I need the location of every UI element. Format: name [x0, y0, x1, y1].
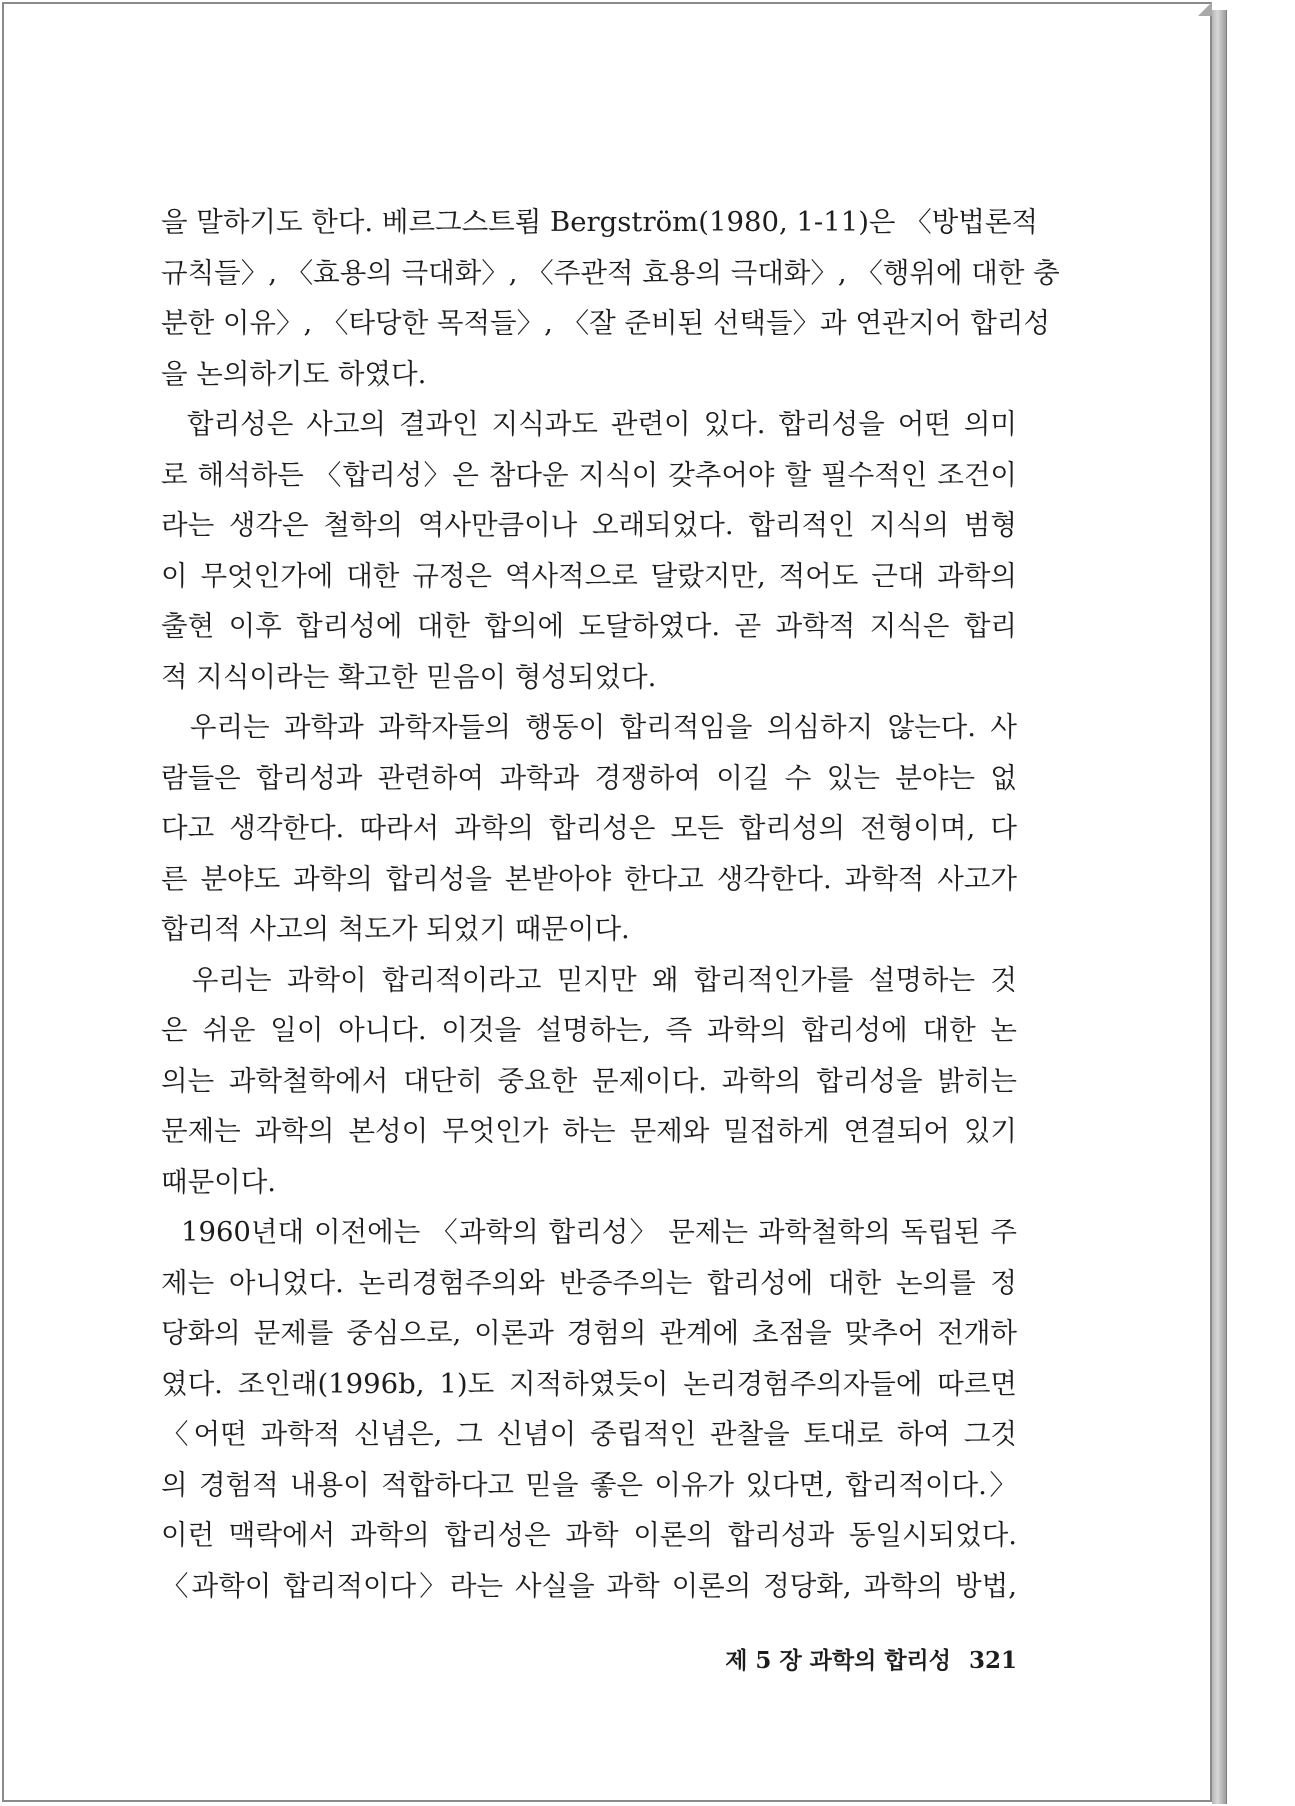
chapter-title: 제 5 장 과학의 합리성: [725, 1647, 951, 1674]
page-number: 321: [968, 1647, 1017, 1674]
text-line: 이 무엇인가에 대한 규정은 역사적으로 달랐지만, 적어도 근대 과학의: [161, 559, 1017, 592]
text-line: 을 논의하기도 하였다.: [161, 357, 427, 390]
text-line: 을 말하기도 한다. 베르그스트룀 Bergström(1980, 1-11)은 〈방법론적: [161, 206, 1038, 238]
text-line: 〈어떤 과학적 신념은, 그 신념이 중립적인 관찰을 토대로 하여 그것: [161, 1418, 1017, 1450]
text-line: 제는 아니었다. 논리경험주의와 반증주의는 합리성에 대한 논의를 정: [161, 1266, 1017, 1299]
text-line: 당화의 문제를 중심으로, 이론과 경험의 관계에 초점을 맞추어 전개하: [161, 1317, 1017, 1349]
text-line: 분한 이유〉, 〈타당한 목적들〉, 〈잘 준비된 선택들〉과 연관지어 합리성: [161, 307, 1051, 339]
text-line: 로 해석하든 〈합리성〉은 참다운 지식이 갖추어야 할 필수적인 조건이: [161, 458, 1017, 491]
text-line: 른 분야도 과학의 합리성을 본받아야 한다고 생각한다. 과학적 사고가: [161, 862, 1017, 895]
text-line: 적 지식이라는 확고한 믿음이 형성되었다.: [161, 660, 657, 693]
text-line: 우리는 과학과 과학자들의 행동이 합리적임을 의심하지 않는다. 사: [161, 711, 1017, 743]
text-line: 문제는 과학의 본성이 무엇인가 하는 문제와 밀접하게 연결되어 있기: [161, 1115, 1017, 1147]
text-line: 규칙들〉, 〈효용의 극대화〉, 〈주관적 효용의 극대화〉, 〈행위에 대한 충: [161, 256, 1060, 289]
text-line: 의는 과학철학에서 대단히 중요한 문제이다. 과학의 합리성을 밝히는: [161, 1064, 1017, 1097]
page-footer: [604, 1642, 1017, 1675]
text-line: 다고 생각한다. 따라서 과학의 합리성은 모든 합리성의 전형이며, 다: [161, 812, 1017, 844]
text-line: 람들은 합리성과 관련하여 과학과 경쟁하여 이길 수 있는 분야는 없: [161, 761, 1017, 794]
text-line: 우리는 과학이 합리적이라고 믿지만 왜 합리적인가를 설명하는 것: [161, 963, 1017, 996]
text-line: 였다. 조인래(1996b, 1)도 지적하였듯이 논리경험주의자들에 따르면: [161, 1367, 1017, 1400]
text-line: 합리성은 사고의 결과인 지식과도 관련이 있다. 합리성을 어떤 의미: [161, 408, 1017, 440]
page-stack-edge: [1212, 10, 1227, 1804]
book-page: [2, 2, 1212, 1802]
text-line: 의 경험적 내용이 적합하다고 믿을 좋은 이유가 있다면, 합리적이다.〉: [161, 1468, 1017, 1501]
text-line: 출현 이후 합리성에 대한 합의에 도달하였다. 곧 과학적 지식은 합리: [161, 610, 1017, 642]
text-line: 합리적 사고의 척도가 되었기 때문이다.: [161, 913, 630, 945]
text-line: 〈과학이 합리적이다〉라는 사실을 과학 이론의 정당화, 과학의 방법,: [161, 1569, 1017, 1602]
text-line: 라는 생각은 철학의 역사만큼이나 오래되었다. 합리적인 지식의 범형: [161, 509, 1017, 541]
body-text: [161, 197, 1060, 1611]
text-line: 때문이다.: [161, 1165, 277, 1198]
text-line: 이런 맥락에서 과학의 합리성은 과학 이론의 합리성과 동일시되었다.: [161, 1519, 1017, 1551]
page-corner: [1198, 2, 1212, 16]
text-line: 1960년대 이전에는 〈과학의 합리성〉 문제는 과학철학의 독립된 주: [161, 1216, 1017, 1248]
text-line: 은 쉬운 일이 아니다. 이것을 설명하는, 즉 과학의 합리성에 대한 논: [161, 1014, 1017, 1046]
